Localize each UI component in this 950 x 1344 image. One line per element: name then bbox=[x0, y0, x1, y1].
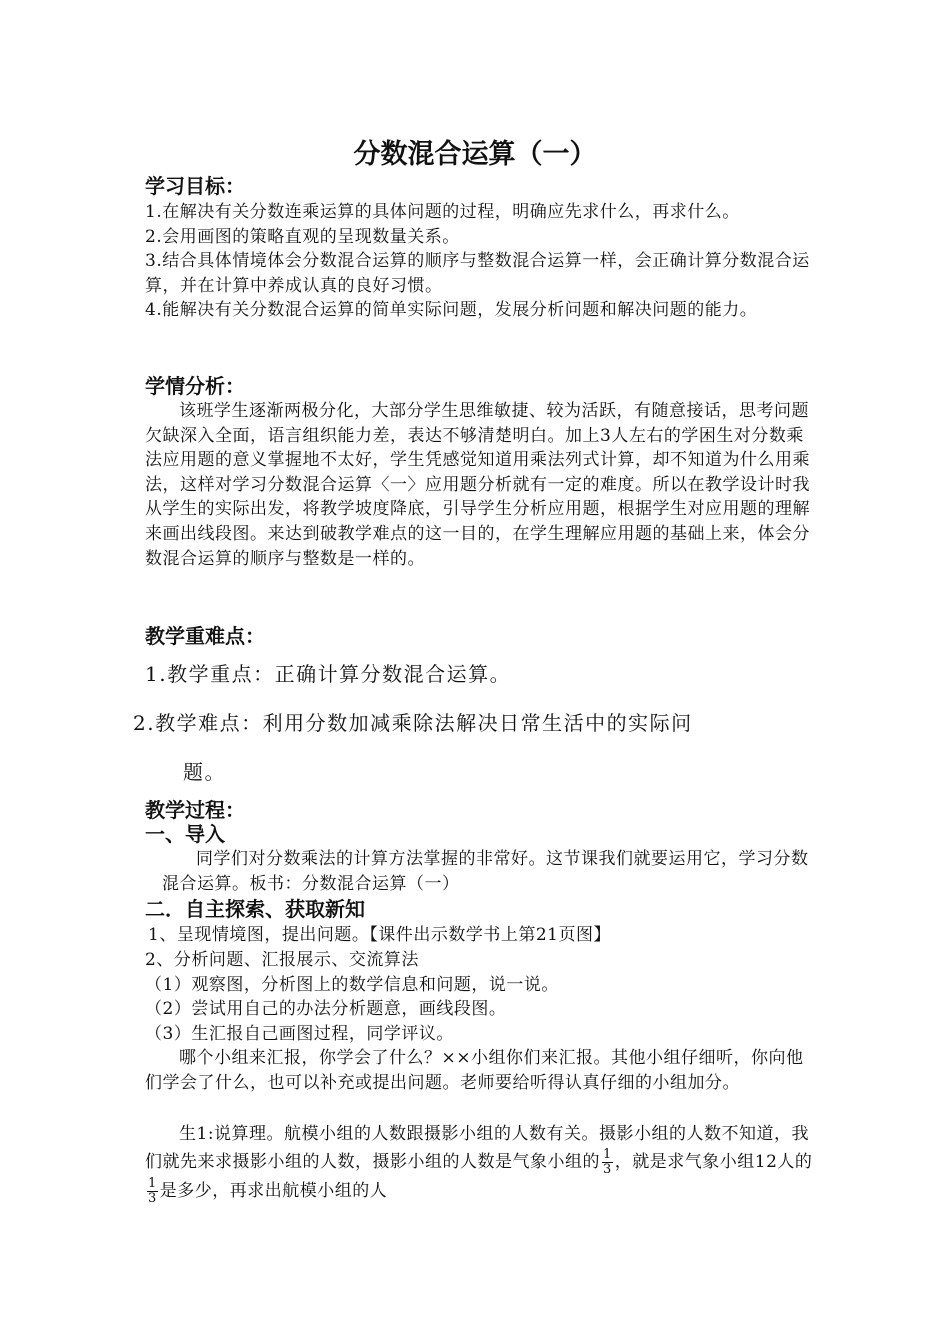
key-point-2-cont: 题。 bbox=[183, 760, 226, 784]
page-title: 分数混合运算（一） bbox=[353, 139, 597, 170]
goal-item-2: 2.会用画图的策略直观的呈现数量关系。 bbox=[145, 226, 460, 247]
step-2: 2、分析问题、汇报展示、交流算法 bbox=[145, 950, 419, 970]
answer-text-b: ，就是求气象小组12人的 bbox=[614, 1152, 813, 1172]
part1-text: 同学们对分数乘法的计算方法掌握的非常好。这节课我们就要运用它，学习分数混合运算。板书：分数混合运算（一） bbox=[162, 849, 809, 894]
goals-heading: 学习目标： bbox=[145, 174, 245, 198]
key-point-1: 1.教学重点：正确计算分数混合运算。 bbox=[145, 662, 512, 686]
process-heading: 教学过程： bbox=[145, 798, 245, 822]
keypoints-heading: 教学重难点： bbox=[145, 624, 265, 648]
step-1: 1、呈现情境图，提出问题。【课件出示数学书上第21页图】 bbox=[148, 925, 611, 945]
fraction-one-third: $\frac{1}{3}$ bbox=[148, 1176, 157, 1206]
student-answer-paragraph bbox=[145, 1121, 813, 1206]
part1-heading: 一、导入 bbox=[145, 822, 225, 846]
sub-step-3: （3）生汇报自己画图过程，同学评议。 bbox=[145, 1024, 454, 1044]
report-paragraph: 哪个小组来汇报，你学会了什么？××小组你们来汇报。其他小组仔细听，你向他们学会了什么，也可以补充或提出问题。老师要给听得认真仔细的小组加分。 bbox=[145, 1048, 804, 1093]
goal-item-4: 4.能解决有关分数混合运算的简单实际问题，发展分析问题和解决问题的能力。 bbox=[145, 300, 758, 321]
sub-step-2: （2）尝试用自己的办法分析题意，画线段图。 bbox=[145, 999, 507, 1019]
part2-heading: 二．自主探索、获取新知 bbox=[145, 897, 365, 921]
sub-step-1: （1）观察图，分析图上的数学信息和问题，说一说。 bbox=[145, 975, 559, 995]
analysis-text: 该班学生逐渐两极分化，大部分学生思维敏捷、较为活跃，有随意接话，思考问题欠缺深入全面，语言组织能力差，表达不够清楚明白。加上3人左右的学困生对分数乘法应用题的意义掌握地不太好，学生凭感觉知道用乘法列式计算，却不知道为什么用乘法，这样对学习分数混合运算〈一〉应用题分析就有一定的难度。所以在教学设计时我从学生的实际出发，将教学坡度降底，引导学生分析应用题，根据学生对应用题的理解来画出线段图。来达到破教学难点的这一目的，在学生理解应用题的基础上来，体会分数混合运算的顺序与整数是一样的。 bbox=[145, 401, 810, 569]
goal-item-3: 3.结合具体情境体会分数混合运算的顺序与整数混合运算一样，会正确计算分数混合运算，并在计算中养成认真的良好习惯。 bbox=[145, 251, 810, 296]
goal-item-1: 1.在解决有关分数连乘运算的具体问题的过程，明确应先求什么，再求什么。 bbox=[145, 202, 740, 222]
fraction-one-third: $\frac{1}{3}$ bbox=[603, 1147, 612, 1177]
key-point-2: 2.教学难点：利用分数加减乘除法解决日常生活中的实际问 bbox=[133, 711, 693, 735]
answer-text-a: 生1:说算理。航模小组的人数跟摄影小组的人数有关。摄影小组的人数不知道，我们就先来求摄影小组的人数，摄影小组的人数是气象小组的 bbox=[145, 1124, 810, 1172]
goals-list bbox=[145, 200, 813, 323]
analysis-heading: 学情分析： bbox=[145, 374, 245, 398]
answer-text-c: 是多少，再求出航模小组的人 bbox=[159, 1181, 388, 1201]
